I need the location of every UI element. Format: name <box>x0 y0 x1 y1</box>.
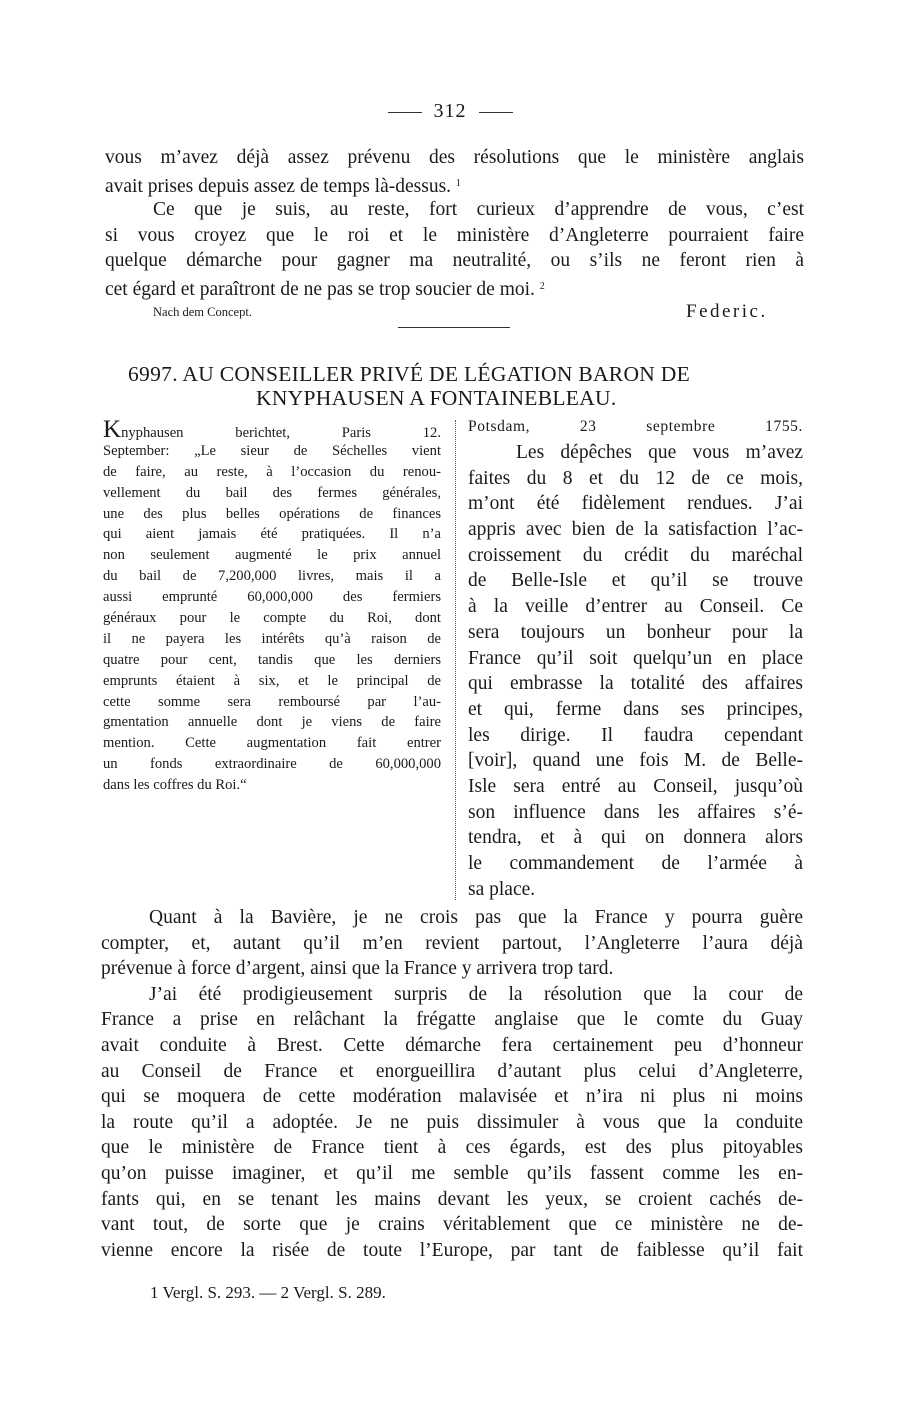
top-line-2-text: avait prises depuis assez de temps là-dessus. <box>105 176 452 197</box>
right-col-line: Isle sera entré au Conseil, jusqu’où <box>468 775 803 797</box>
left-col-line: mention. Cette augmentation fait entrer <box>103 735 441 752</box>
footnote-marker-1: 1 <box>455 178 461 189</box>
right-col-line: sera toujours un bonheur pour la <box>468 621 803 643</box>
right-col-line: m’ont été fidèlement rendues. J’ai <box>468 493 803 515</box>
body-line: qui se moquera de cette modération malavisée et n’ira ni plus ni moins <box>101 1086 803 1108</box>
left-col-line: gmentation annuelle dont je viens de faire <box>103 714 441 731</box>
body-line: vant tout, de sorte que je crains véritablement que ce ministère ne de- <box>101 1214 803 1236</box>
letter-heading-line-1: 6997. AU CONSEILLER PRIVÉ DE LÉGATION BARON DE <box>128 362 691 386</box>
right-col-line: [voir], quand une fois M. de Belle- <box>468 750 803 772</box>
left-col-line: non seulement augmenté le prix annuel <box>103 547 441 564</box>
body-line: avait conduite à Brest. Cette démarche fera certainement peu d’honneur <box>101 1034 803 1056</box>
right-col-line: sa place. <box>468 878 536 900</box>
right-col-line: de Belle-Isle et qu’il se trouve <box>468 570 803 592</box>
body-line: qu’on puisse imaginer, et qu’il me semble qu’ils fassent comme les en- <box>101 1162 803 1184</box>
left-col-line: dans les coffres du Roi.“ <box>103 777 247 794</box>
body-line: compter, et, autant qu’il m’en revient partout, l’Angleterre l’aura déjà <box>101 932 803 954</box>
right-col-line: appris avec bien de la satisfaction l’ac- <box>468 519 803 541</box>
dateline: Potsdam, 23 septembre 1755. <box>468 418 803 435</box>
page-number <box>0 100 900 123</box>
right-col-line: qui embrasse la totalité des affaires <box>468 673 803 695</box>
body-line: fants qui, en se tenant les mains devant les yeux, se croient cachés de- <box>101 1188 803 1210</box>
right-col-line: et qui, ferme dans ses principes, <box>468 698 803 720</box>
footnotes: 1 Vergl. S. 293. — 2 Vergl. S. 289. <box>150 1283 386 1302</box>
left-col-line: de faire, au reste, à l’occasion du renou- <box>103 463 441 480</box>
page-number-dash-left <box>388 112 422 113</box>
left-col-line: une des plus belles opérations de finances <box>103 505 441 522</box>
body-line: vienne encore la risée de toute l’Europe, par tant de faiblesse qu’il fait <box>101 1239 803 1261</box>
letter-heading-line-2: KNYPHAUSEN A FONTAINEBLEAU. <box>256 386 617 410</box>
right-col-line: Les dépêches que vous m’avez <box>516 442 803 463</box>
body-text <box>101 905 803 1263</box>
section-rule <box>398 327 510 328</box>
left-col-line: aussi emprunté 60,000,000 des fermiers <box>103 589 441 606</box>
right-col-line: croissement du crédit du maréchal <box>468 544 803 566</box>
body-line: que le ministère de France tient à ces égards, est des plus pitoyables <box>101 1137 803 1159</box>
body-line: France a prise en relâchant la frégatte anglaise que le comte du Guay <box>101 1009 803 1031</box>
left-col-line: généraux pour le compte du Roi, dont <box>103 610 441 627</box>
left-col-line: September: „Le sieur de Séchelles vient <box>103 442 441 459</box>
source-note: Nach dem Concept. <box>153 305 252 319</box>
top-line-1: vous m’avez déjà assez prévenu des résolutions que le ministère anglais <box>105 147 804 168</box>
page-number-dash-right <box>479 112 513 113</box>
left-col-line: quatre pour cent, tandis que les derniers <box>103 651 441 668</box>
body-line: prévenue à force d’argent, ainsi que la France y arrivera trop tard. <box>101 958 614 980</box>
column-separator <box>455 420 456 900</box>
body-line: la route qu’il a adoptée. Je ne puis dissimuler à vous que la conduite <box>101 1111 803 1133</box>
page-number-text: 312 <box>433 100 467 122</box>
left-col-line: vellement du bail des fermes générales, <box>103 484 441 501</box>
dropcap-letter: K <box>103 416 122 443</box>
left-col-line: un fonds extraordinaire de 60,000,000 <box>103 756 441 773</box>
footnote-marker-2: 2 <box>539 281 545 292</box>
left-column-summary <box>103 416 441 796</box>
para2-line-4 <box>105 274 545 303</box>
para2-line-2: si vous croyez que le roi et le ministère d’Angleterre pourraient faire <box>105 225 804 246</box>
left-col-line: cette somme sera remboursé par l’au- <box>103 693 441 710</box>
para2-line-4-text: cet égard et paraîtront de ne pas se trop soucier de moi. <box>105 279 535 300</box>
body-line: J’ai été prodigieusement surpris de la résolution que la cour de <box>149 983 803 1005</box>
left-col-line: qui aient jamais été pratiquées. Il n’a <box>103 526 441 543</box>
right-col-line: les dirige. Il faudra cependant <box>468 724 803 746</box>
body-line: au Conseil de France et enorgueillira d’autant plus celui d’Angleterre, <box>101 1060 803 1082</box>
para2-line-3: quelque démarche pour gagner ma neutralité, ou s’ils ne feront rien à <box>105 250 804 271</box>
right-col-line: à la veille d’entrer au Conseil. Ce <box>468 596 803 618</box>
signature: Federic. <box>686 301 768 322</box>
right-column-letter <box>468 414 803 902</box>
body-line: Quant à la Bavière, je ne crois pas que la France y pourra guère <box>149 907 803 928</box>
left-col-line: il ne payera les intérêts qu’à raison de <box>103 630 441 647</box>
right-col-line: tendra, et à qui on donnera alors <box>468 827 803 849</box>
right-col-line: faites du 8 et du 12 de ce mois, <box>468 467 803 489</box>
left-col-line-1 <box>103 416 441 443</box>
right-col-line: le commandement de l’armée à <box>468 853 803 874</box>
right-col-line: son influence dans les affaires s’é- <box>468 801 803 823</box>
left-col-line-1-text: nyphausen berichtet, Paris 12. <box>121 425 441 441</box>
right-col-line: France qu’il soit quelqu’un en place <box>468 647 803 669</box>
left-col-line: du bail de 7,200,000 livres, mais il a <box>103 568 441 585</box>
para2-line-1: Ce que je suis, au reste, fort curieux d’apprendre de vous, c’est <box>153 199 804 220</box>
top-line-2 <box>105 171 461 200</box>
left-col-line: emprunts étaient à six, et le principal de <box>103 672 441 689</box>
